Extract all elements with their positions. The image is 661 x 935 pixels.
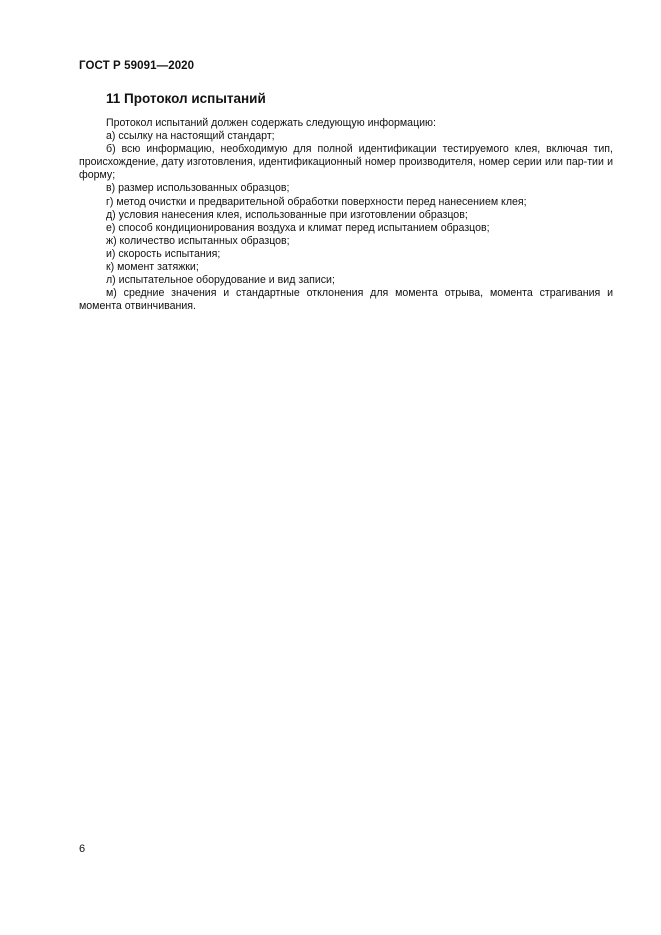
list-item-d: д) условия нанесения клея, использованные при изготовлении образцов; bbox=[106, 208, 468, 221]
list-item-i: и) скорость испытания; bbox=[106, 247, 221, 260]
list-item-v: в) размер использованных образцов; bbox=[106, 182, 290, 195]
section-body bbox=[79, 117, 613, 313]
document-code: ГОСТ Р 59091—2020 bbox=[79, 60, 195, 72]
list-item-m: м) средние значения и стандартные отклонения для момента отрыва, момента страгивания и момента отвинчивания. bbox=[79, 287, 613, 313]
list-item-l: л) испытательное оборудование и вид записи; bbox=[106, 274, 335, 287]
list-item-zh: ж) количество испытанных образцов; bbox=[106, 234, 290, 247]
intro-paragraph: Протокол испытаний должен содержать следующую информацию: bbox=[106, 117, 436, 129]
list-item-g: г) метод очистки и предварительной обработки поверхности перед нанесением клея; bbox=[106, 195, 527, 208]
list-item-a: а) ссылку на настоящий стандарт; bbox=[106, 130, 275, 143]
list-item-k: к) момент затяжки; bbox=[106, 261, 199, 274]
page-number: 6 bbox=[79, 843, 86, 855]
section-title: 11 Протокол испытаний bbox=[106, 91, 266, 106]
list-item-e: е) способ кондиционирования воздуха и климат перед испытанием образцов; bbox=[106, 221, 490, 234]
list-item-b: б) всю информацию, необходимую для полной идентификации тестируемого клея, включая тип, происхождение, дату изготовления, идентификационный номер производителя, номер серии или пар-тии и форму; bbox=[79, 143, 613, 182]
